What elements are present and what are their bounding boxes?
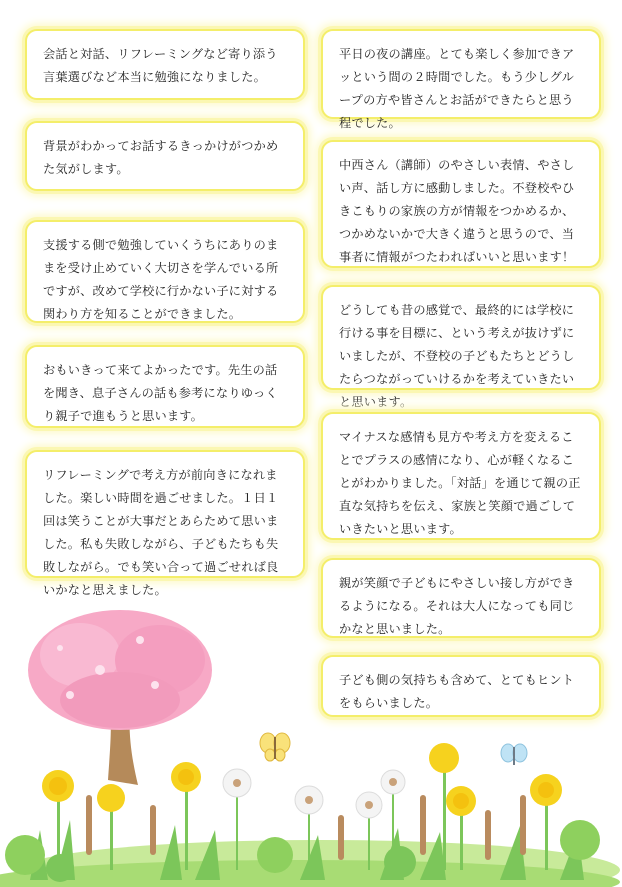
comment-text: マイナスな感情も見方や考え方を変えることでプラスの感情になり、心が軽くなることがわかりました。「対話」を通じて親の正直な気持ちを伝え、家族と笑顔で過ごしていきたいと思います。 — [339, 430, 581, 536]
cherry-blossom-tree — [28, 610, 212, 785]
comment-text: 子ども側の気持ちも含めて、とてもヒントをもらいました。 — [339, 673, 575, 710]
comment-card-left-5 — [25, 450, 305, 597]
comment-card-right-4 — [321, 412, 601, 540]
comment-text: リフレーミングで考え方が前向きになれました。楽しい時間を過ごせました。１日１回は笑うことが大事だとあらためて思いました。私も失敗しながら、子どもたちも失敗しながら。でも笑い合って過ごせれば良いかなと思えました。 — [43, 468, 279, 597]
yellow-butterfly-icon — [260, 733, 290, 761]
comment-text: 支援する側で勉強していくうちにありのままを受け止めていく大切さを学んでいる所ですが、改めて学校に行かない子に対する関わり方を知ることができました。 — [43, 238, 279, 321]
comment-card-right-1 — [321, 29, 601, 130]
comment-card-right-2 — [321, 140, 601, 268]
comment-text: 中西さん（講師）のやさしい表情、やさしい声、話し方に感動しました。不登校やひきこもりの家族の方が情報をつかめるか、つかめないかで大きく違うと思うので、当事者に情報がつたわればいいと思います！ — [339, 158, 575, 264]
blue-butterfly-icon — [501, 744, 527, 765]
comment-card-left-3 — [25, 220, 305, 323]
comment-text: どうしても昔の感覚で、最終的には学校に行ける事を目標に、という考えが抜けずにいましたが、不登校の子どもたちとどうしたらつながっていけるかを考えていきたいと思います。 — [339, 303, 575, 409]
comment-text: 背景がわかってお話するきっかけがつかめた気がします。 — [43, 139, 279, 176]
spring-illustration — [0, 600, 622, 887]
comment-text: おもいきって来てよかったです。先生の話を聞き、息子さんの話も参考になりゆっくり親子で進もうと思います。 — [43, 363, 278, 423]
comment-card-right-3 — [321, 285, 601, 409]
comment-card-left-2 — [25, 121, 305, 191]
comment-text: 親が笑顔で子どもにやさしい接し方ができるようになる。それは大人になっても同じかなと思いました。 — [339, 576, 575, 636]
comment-card-left-1 — [25, 29, 305, 100]
comment-text: 平日の夜の講座。とても楽しく参加できアッという間の２時間でした。もう少しグループの方や皆さんとお話ができたらと思う程でした。 — [339, 47, 575, 130]
comment-text: 会話と対話、リフレーミングなど寄り添う言葉選びなど本当に勉強になりました。 — [43, 47, 278, 84]
comment-card-left-4 — [25, 345, 305, 428]
